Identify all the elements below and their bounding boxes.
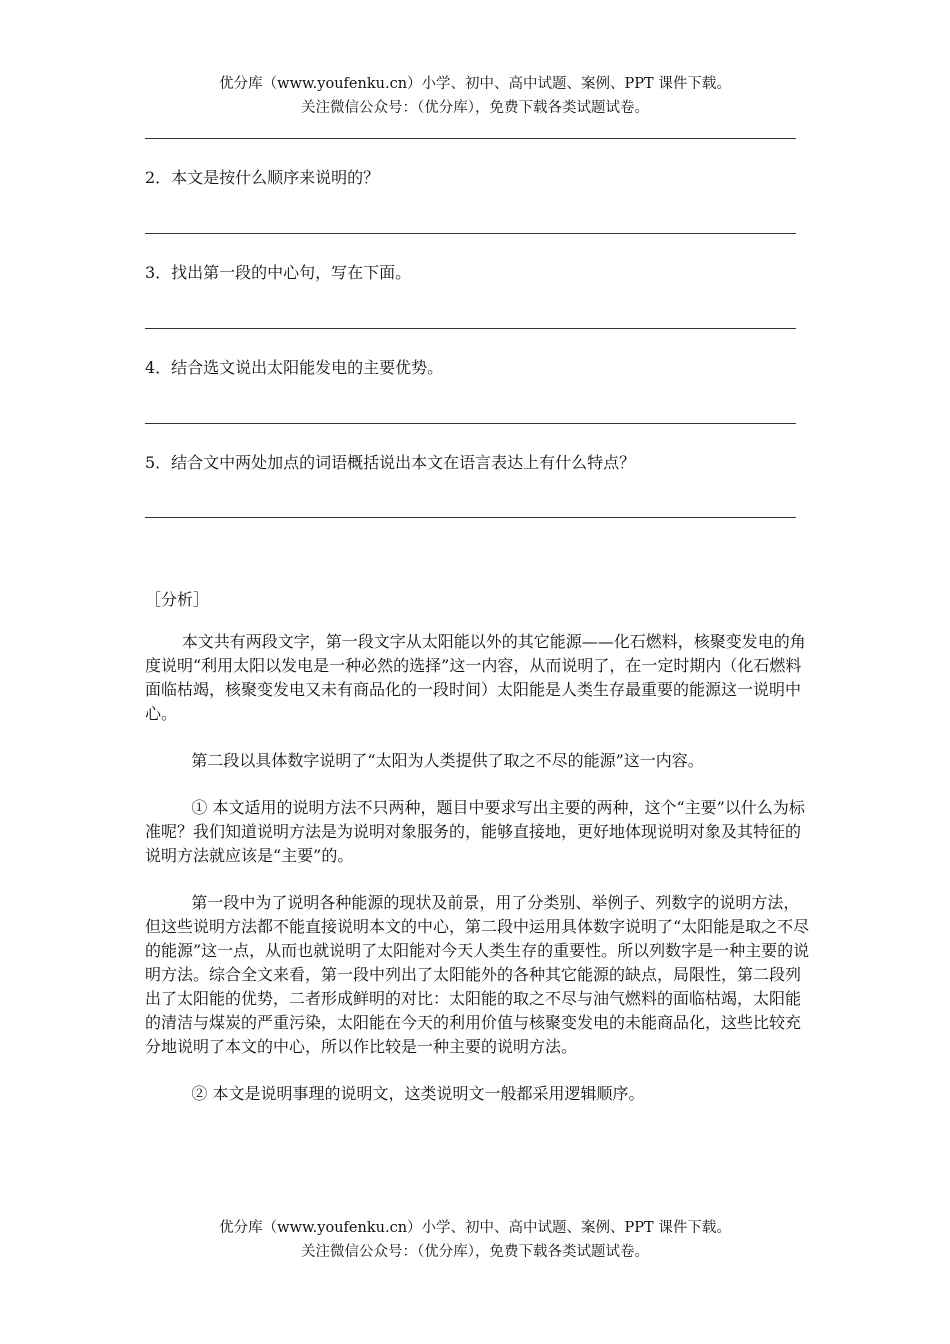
question-3: 3．找出第一段的中心句，写在下面。 <box>145 263 412 282</box>
footer-line-1: 优分库（www.youfenku.cn）小学、初中、高中试题、案例、PPT 课件下载。 <box>219 1220 731 1236</box>
analysis-paragraph-5: ② 本文是说明事理的说明文，这类说明文一般都采用逻辑顺序。 <box>191 1084 645 1103</box>
analysis-paragraph-1: 本文共有两段文字，第一段文字从太阳能以外的其它能源——化石燃料，核聚变发电的角度说明“利用太阳以发电是一种必然的选择”这一内容，从而说明了，在一定时期内（化石燃料面临枯竭，核聚变发电又未有商品化的一段时间）太阳能是人类生存最重要的能源这一说明中心。 <box>145 632 806 723</box>
footer-line-2: 关注微信公众号：（优分库），免费下载各类试题试卷。 <box>301 1244 649 1260</box>
answer-line-3 <box>145 328 796 329</box>
analysis-section <box>145 588 810 1129</box>
answer-line-1 <box>145 138 796 139</box>
header-line-1: 优分库（www.youfenku.cn）小学、初中、高中试题、案例、PPT 课件下载。 <box>219 76 731 92</box>
analysis-paragraph-2: 第二段以具体数字说明了“太阳为人类提供了取之不尽的能源”这一内容。 <box>191 751 704 770</box>
page-header <box>0 72 950 120</box>
question-5: 5．结合文中两处加点的词语概括说出本文在语言表达上有什么特点？ <box>145 453 636 472</box>
analysis-paragraph-4: 第一段中为了说明各种能源的现状及前景，用了分类别、举例子、列数字的说明方法，但这些说明方法都不能直接说明本文的中心，第二段中运用具体数字说明了“太阳能是取之不尽的能源”这一点，从而也就说明了太阳能对今天人类生存的重要性。所以列数字是一种主要的说明方法。综合全文来看，第一段中列出了太阳能外的各种其它能源的缺点，局限性，第二段列出了太阳能的优势，二者形成鲜明的对比：太阳能的取之不尽与油气燃料的面临枯竭，太阳能的清洁与煤炭的严重污染，太阳能在今天的利用价值与核聚变发电的未能商品化，这些比较充分地说明了本文的中心，所以作比较是一种主要的说明方法。 <box>145 893 810 1056</box>
question-4: 4．结合选文说出太阳能发电的主要优势。 <box>145 358 444 377</box>
question-2: 2．本文是按什么顺序来说明的？ <box>145 168 380 187</box>
answer-line-2 <box>145 233 796 234</box>
analysis-heading: ［分析］ <box>145 590 210 609</box>
header-line-2: 关注微信公众号：（优分库），免费下载各类试题试卷。 <box>301 100 649 116</box>
answer-line-5 <box>145 517 796 518</box>
page-footer <box>0 1216 950 1264</box>
answer-line-4 <box>145 423 796 424</box>
analysis-paragraph-3: ① 本文适用的说明方法不只两种，题目中要求写出主要的两种，这个“主要”以什么为标准呢？我们知道说明方法是为说明对象服务的，能够直接地，更好地体现说明对象及其特征的说明方法就应该是“主要”的。 <box>145 798 805 865</box>
